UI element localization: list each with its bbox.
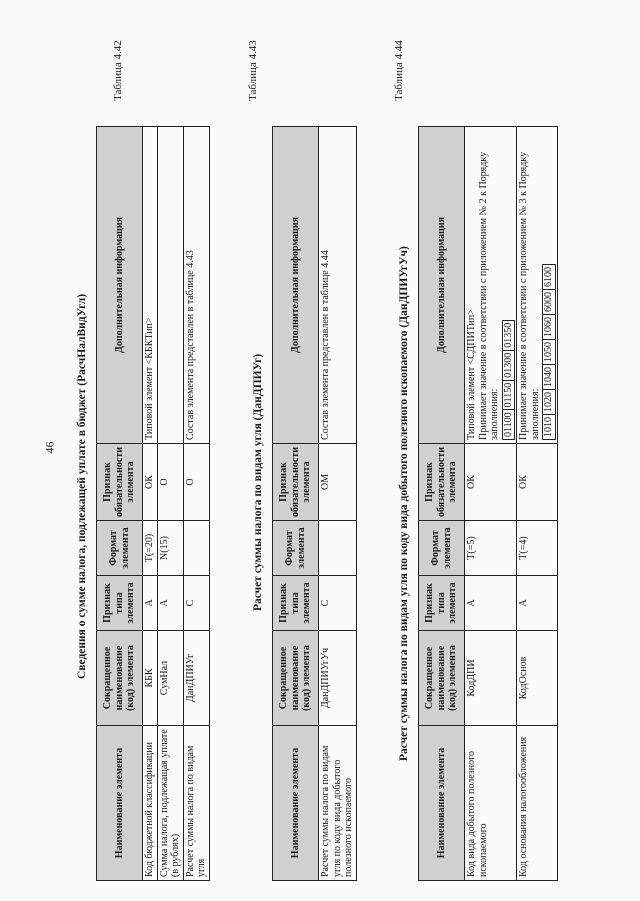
element-type: С xyxy=(319,576,357,631)
header-format: Формат элемента xyxy=(419,521,465,576)
element-code: ДанДПИУгУч xyxy=(319,631,357,726)
table-row xyxy=(465,127,517,881)
element-name: Код вида добытого полезного ископаемого xyxy=(465,726,517,881)
header-format: Формат элемента xyxy=(273,521,319,576)
element-name: Код основания налогообложения xyxy=(517,726,558,881)
element-code: ДанДПИУг xyxy=(183,631,209,726)
table-444-title: Расчет суммы налога по видам угля по коду вида добытого полезного ископаемого (ДанДПИУгУч) xyxy=(398,246,410,761)
element-format xyxy=(183,521,209,576)
header-required: Признак обязательности элемента xyxy=(419,443,465,520)
element-required: О xyxy=(157,443,183,520)
table-row xyxy=(183,127,209,881)
header-required: Признак обязательности элемента xyxy=(97,443,143,520)
element-required: ОК xyxy=(517,443,558,520)
code-value: 01300 xyxy=(502,350,516,380)
element-format: N(15) xyxy=(157,521,183,576)
table-row xyxy=(517,127,558,881)
allowed-codes xyxy=(542,130,556,440)
element-info: Типовой элемент <КБКТип> xyxy=(143,127,158,444)
code-value: 01350 xyxy=(502,320,516,350)
page-number: 46 xyxy=(42,441,57,454)
code-value: 1040 xyxy=(542,364,556,389)
header-type: Признак типа элемента xyxy=(97,576,143,631)
element-info xyxy=(517,127,558,444)
allowed-codes xyxy=(502,130,516,440)
element-required: О xyxy=(183,443,209,520)
code-value: 01100 xyxy=(502,409,516,440)
header-info: Дополнительная информация xyxy=(97,127,143,444)
element-format: T(=20) xyxy=(143,521,158,576)
header-type: Признак типа элемента xyxy=(273,576,319,631)
table-443-number: Таблица 4.43 xyxy=(247,40,259,101)
element-info xyxy=(465,127,517,444)
element-info xyxy=(157,127,183,444)
element-code: КодОснов xyxy=(517,631,558,726)
element-type: А xyxy=(143,576,158,631)
element-name: Сумма налога, подлежащая уплате (в рублях) xyxy=(157,726,183,881)
element-code: КБК xyxy=(143,631,158,726)
element-required: ОК xyxy=(465,443,517,520)
header-code: Сокращенное наименование (код) элемента xyxy=(273,631,319,726)
info-type-note: Типовой элемент <СДПИТип> xyxy=(466,309,477,440)
header-format: Формат элемента xyxy=(97,521,143,576)
header-name: Наименование элемента xyxy=(273,726,319,881)
element-info: Состав элемента представлен в таблице 4.43 xyxy=(183,127,209,444)
header-name: Наименование элемента xyxy=(97,726,143,881)
table-row xyxy=(319,127,357,881)
element-name: Расчет суммы налога по видам угля по коду вида добытого полезного ископаемого xyxy=(319,726,357,881)
table-442-title: Сведения о сумме налога, подлежащей уплате в бюджет (РасчНалВидУгл) xyxy=(76,293,88,679)
table-row xyxy=(157,127,183,881)
code-value: 01150 xyxy=(502,380,516,410)
element-type: А xyxy=(465,576,517,631)
table-442 xyxy=(96,126,210,881)
header-code: Сокращенное наименование (код) элемента xyxy=(419,631,465,726)
element-name: Код бюджетной классификации xyxy=(143,726,158,881)
code-value: 1050 xyxy=(542,339,556,364)
header-name: Наименование элемента xyxy=(419,726,465,881)
table-row xyxy=(143,127,158,881)
code-value: 1060 xyxy=(542,314,556,339)
table-442-number: Таблица 4.42 xyxy=(112,40,124,101)
code-value: 6000 xyxy=(542,289,556,314)
element-type: С xyxy=(183,576,209,631)
element-info: Состав элемента представлен в таблице 4.44 xyxy=(319,127,357,444)
element-required: ОК xyxy=(143,443,158,520)
element-type: А xyxy=(157,576,183,631)
element-code: СумНал xyxy=(157,631,183,726)
table-443 xyxy=(272,126,357,881)
element-format: T(=5) xyxy=(465,521,517,576)
element-format xyxy=(319,521,357,576)
element-name: Расчет суммы налога по видам угля xyxy=(183,726,209,881)
header-info: Дополнительная информация xyxy=(419,127,465,444)
table-444 xyxy=(418,126,558,881)
info-value-note: Принимает значение в соответствии с приложением № 2 к Порядку заполнения: xyxy=(477,151,500,440)
element-type: А xyxy=(517,576,558,631)
element-format: T(=4) xyxy=(517,521,558,576)
info-value-note: Принимает значение в соответствии с приложением № 3 к Порядку заполнения: xyxy=(518,151,541,440)
header-required: Признак обязательности элемента xyxy=(273,443,319,520)
code-value: 1010 xyxy=(542,414,556,440)
code-value: 1020 xyxy=(542,389,556,414)
table-443-title: Расчет суммы налога по видам угля (ДанДПИУг) xyxy=(252,353,264,611)
element-required: ОМ xyxy=(319,443,357,520)
header-info: Дополнительная информация xyxy=(273,127,319,444)
header-type: Признак типа элемента xyxy=(419,576,465,631)
header-code: Сокращенное наименование (код) элемента xyxy=(97,631,143,726)
element-code: КодДПИ xyxy=(465,631,517,726)
code-value: 6100 xyxy=(542,264,556,289)
table-444-number: Таблица 4.44 xyxy=(393,40,405,101)
